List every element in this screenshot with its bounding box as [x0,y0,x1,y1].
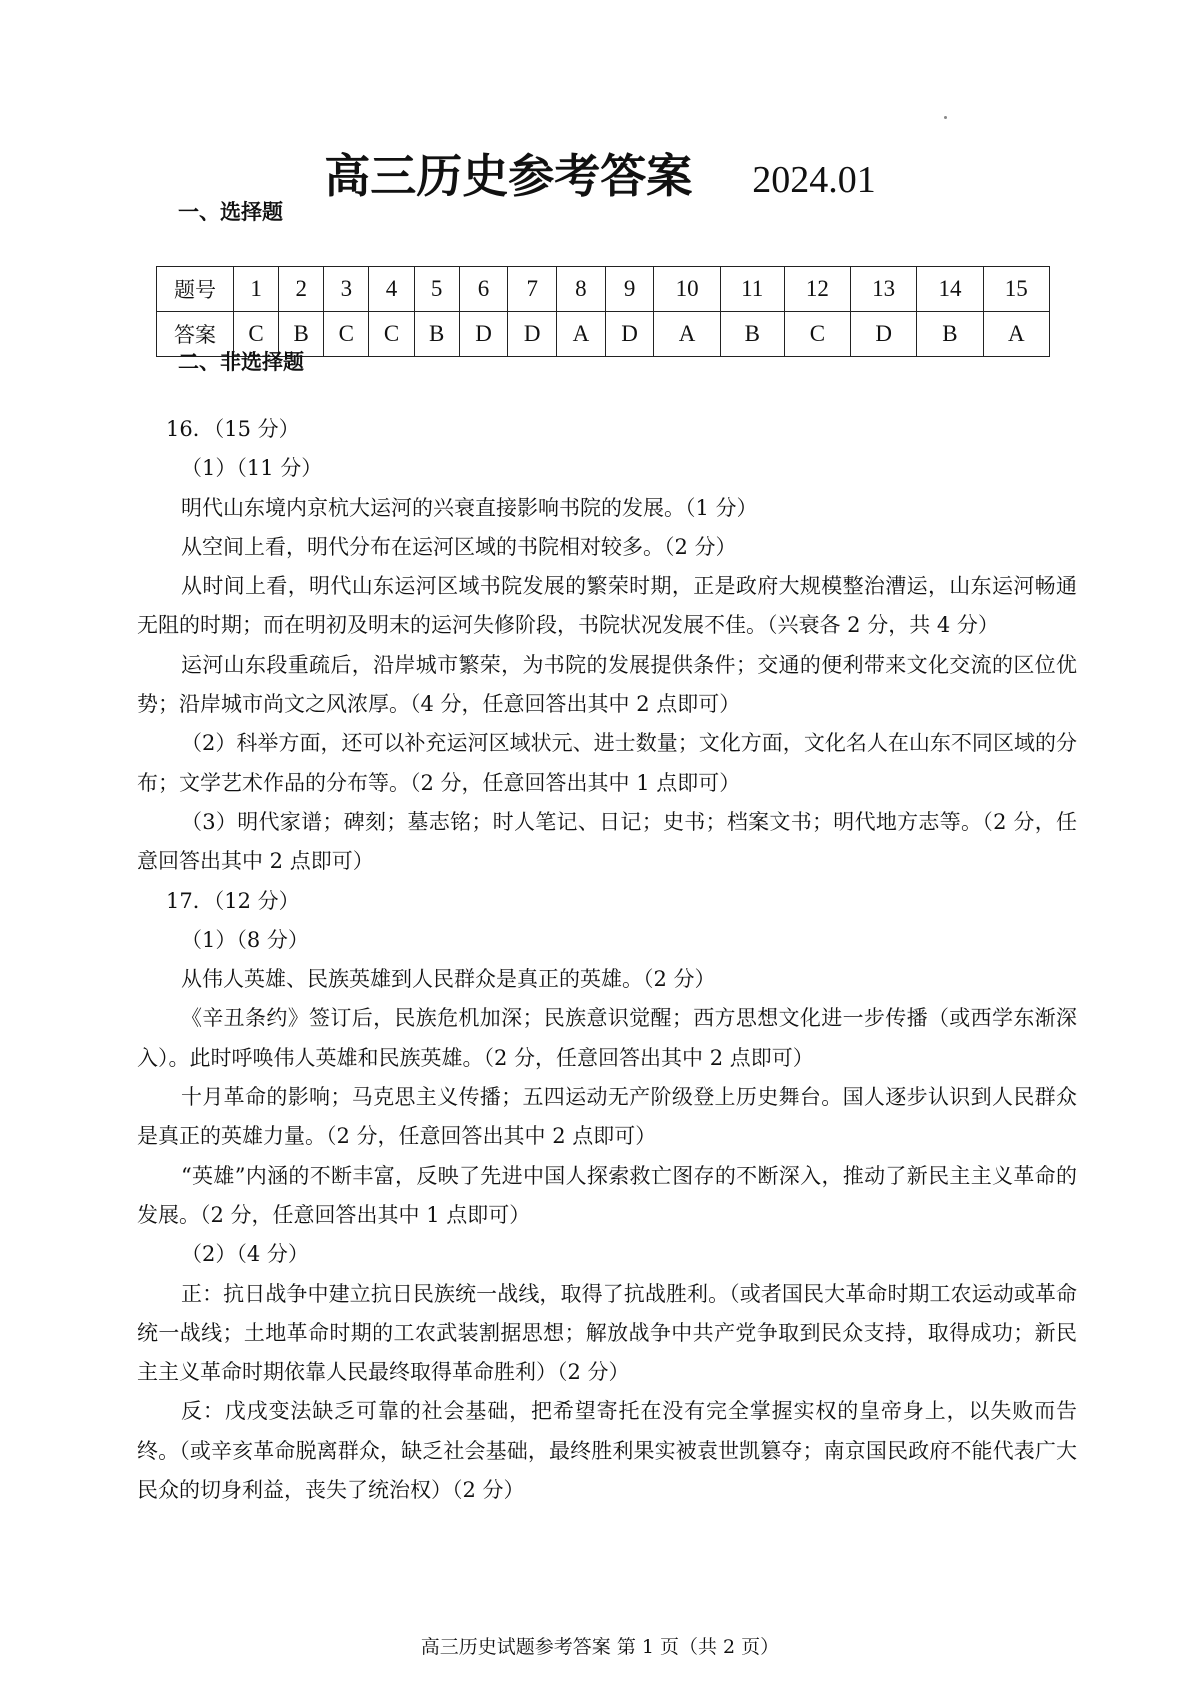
answer-cell: A [654,312,720,357]
section-heading-nonchoice: 二、非选择题 [178,350,304,374]
answer-paragraph: （2）（4 分） [181,1242,309,1267]
question-number-cell: 11 [720,267,784,312]
answer-cell: B [917,312,983,357]
answer-paragraph: 《辛丑条约》签订后，民族危机加深；民族意识觉醒；西方思想文化进一步传播（或西学东渐深入）。此时呼唤伟人英雄和民族英雄。（2 分，任意回答出其中 2 点即可） [137,1006,1077,1070]
question-number-cell: 12 [784,267,850,312]
question-number-cell: 10 [654,267,720,312]
question-number-cell: 8 [557,267,606,312]
question-number-cell: 3 [324,267,369,312]
answer-cell: D [459,312,508,357]
answer-paragraph: （1）（8 分） [181,927,309,952]
question-number-cell: 5 [414,267,459,312]
answer-paragraph: 16．（15 分） [166,417,300,441]
answer-paragraph: （3）明代家谱；碑刻；墓志铭；时人笔记、日记；史书；档案文书；明代地方志等。（2 分，任意回答出其中 2 点即可） [137,809,1077,874]
question-number-cell: 9 [605,267,654,312]
answer-cell: A [557,312,606,357]
answer-cell: C [784,312,850,357]
row-label: 答案 [157,312,234,357]
section-heading-choice: 一、选择题 [178,200,283,224]
answer-paragraph: 17．（12 分） [166,888,300,913]
question-number-cell: 1 [234,267,279,312]
question-number-cell: 13 [851,267,917,312]
answer-paragraph: 从空间上看，明代分布在运河区域的书院相对较多。（2 分） [181,534,737,559]
title-date: 2024.01 [752,159,876,201]
answer-cell: D [851,312,917,357]
answer-cell: A [983,312,1049,357]
answer-paragraph: 从时间上看，明代山东运河区域书院发展的繁荣时期，正是政府大规模整治漕运，山东运河畅通无阻的时期；而在明初及明末的运河失修阶段，书院状况发展不佳。（兴衰各 2 分，共 4 分） [137,574,1077,638]
answer-paragraph: 正：抗日战争中建立抗日民族统一战线，取得了抗战胜利。（或者国民大革命时期工农运动或革命统一战线；土地革命时期的工农武装割据思想；解放战争中共产党争取到民众支持，取得成功；新民主主义革命时期依靠人民最终取得革命胜利）（2 分） [137,1281,1077,1385]
answer-paragraph: （2）科举方面，还可以补充运河区域状元、进士数量；文化方面，文化名人在山东不同区域的分布；文学艺术作品的分布等。（2 分，任意回答出其中 1 点即可） [137,731,1077,795]
answer-paragraph: 运河山东段重疏后，沿岸城市繁荣，为书院的发展提供条件；交通的便利带来文化交流的区位优势；沿岸城市尚文之风浓厚。（4 分，任意回答出其中 2 点即可） [137,652,1077,717]
page-footer: 高三历史试题参考答案 第 1 页（共 2 页） [420,1636,780,1658]
answer-paragraph: 十月革命的影响；马克思主义传播；五四运动无产阶级登上历史舞台。国人逐步认识到人民群众是真正的英雄力量。（2 分，任意回答出其中 2 点即可） [137,1085,1077,1149]
answer-cell: C [324,312,369,357]
question-number-cell: 7 [508,267,557,312]
question-number-cell: 4 [369,267,414,312]
question-number-cell: 6 [459,267,508,312]
table-row-numbers [157,267,1050,312]
answer-cell: B [279,312,324,357]
answer-paragraph: 反：戊戌变法缺乏可靠的社会基础，把希望寄托在没有完全掌握实权的皇帝身上，以失败而告终。（或辛亥革命脱离群众，缺乏社会基础，最终胜利果实被袁世凯篡夺；南京国民政府不能代表广大民众的切身利益，丧失了统治权）（2 分） [137,1399,1077,1503]
answer-content [137,410,1077,1510]
answer-paragraph: （1）（11 分） [181,456,323,481]
answer-paragraph: 从伟人英雄、民族英雄到人民群众是真正的英雄。（2 分） [181,967,716,992]
question-number-cell: 15 [983,267,1049,312]
answer-cell: C [369,312,414,357]
title-text: 高三历史参考答案 [324,149,693,203]
answer-cell: D [508,312,557,357]
answer-paragraph: 明代山东境内京杭大运河的兴衰直接影响书院的发展。（1 分） [181,495,758,520]
answer-paragraph: “英雄”内涵的不断丰富，反映了先进中国人探索救亡图存的不断深入，推动了新民主主义革命的发展。（2 分，任意回答出其中 1 点即可） [137,1163,1077,1227]
answer-cell: C [234,312,279,357]
question-number-cell: 14 [917,267,983,312]
answer-table [156,266,1050,357]
scan-speck [944,116,947,119]
question-number-cell: 2 [279,267,324,312]
row-label: 题号 [157,267,234,312]
answer-cell: B [414,312,459,357]
answer-cell: B [720,312,784,357]
answer-cell: D [605,312,654,357]
